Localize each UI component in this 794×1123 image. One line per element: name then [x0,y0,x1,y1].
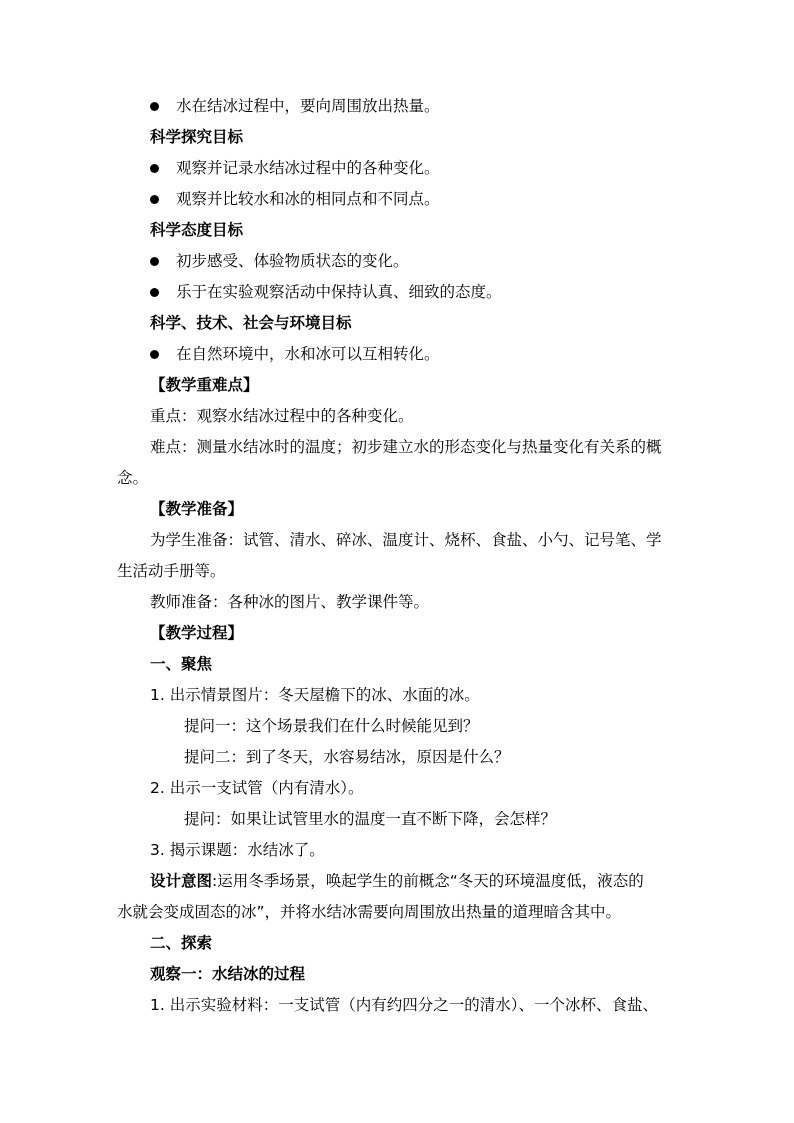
list-item: 3. 揭示课题：水结冰了。 [150,841,325,859]
paragraph: 生活动手册等。 [117,562,226,580]
bullet-icon [150,257,159,266]
bullet-icon [150,102,159,111]
paragraph: 教师准备：各种冰的图片、教学课件等。 [150,593,430,611]
bullet-text: 观察并记录水结冰过程中的各种变化。 [176,159,440,177]
list-item: 2. 出示一支试管（内有清水）。 [150,779,364,797]
question: 提问二：到了冬天，水容易结冰，原因是什么？ [184,748,510,766]
bullet-icon [150,195,159,204]
design-intent-label: 设计意图 [150,872,213,890]
bullet-text: 初步感受、体验物质状态的变化。 [176,252,409,270]
section-heading: 【教学准备】 [150,500,244,518]
section-heading: 科学态度目标 [150,221,244,239]
paragraph: 念。 [117,469,149,487]
bullet-text: 在自然环境中，水和冰可以互相转化。 [176,345,440,363]
bullet-icon [150,288,159,297]
paragraph: 为学生准备：试管、清水、碎冰、温度计、烧杯、食盐、小勺、记号笔、学 [150,531,662,549]
bullet-text: 观察并比较水和冰的相同点和不同点。 [176,190,440,208]
bullet-icon [150,164,159,173]
bullet-text: 水在结冰过程中，要向周围放出热量。 [176,97,440,115]
design-intent-text: :运用冬季场景，唤起学生的前概念“冬天的环境温度低，液态的 [212,872,644,890]
section-heading: 观察一：水结冰的过程 [150,965,306,983]
section-heading: 二、探索 [150,934,213,952]
question: 提问：如果让试管里水的温度一直不断下降，会怎样？ [184,810,557,828]
bullet-text: 乐于在实验观察活动中保持认真、细致的态度。 [176,283,502,301]
paragraph: 水就会变成固态的冰”，并将水结冰需要向周围放出热量的道理暗含其中。 [117,903,622,921]
section-heading: 科学探究目标 [150,128,244,146]
paragraph: 重点：观察水结冰过程中的各种变化。 [150,407,414,425]
question: 提问一：这个场景我们在什么时候能见到？ [184,717,479,735]
section-heading: 科学、技术、社会与环境目标 [150,314,352,332]
bullet-icon [150,350,159,359]
list-item: 1. 出示情景图片：冬天屋檐下的冰、水面的冰。 [150,686,480,704]
section-heading: 【教学重难点】 [150,376,259,394]
design-intent [150,871,644,891]
section-heading: 【教学过程】 [150,624,244,642]
paragraph: 难点：测量水结冰时的温度；初步建立水的形态变化与热量变化有关系的概 [150,438,662,456]
list-item: 1. 出示实验材料：一支试管（内有约四分之一的清水）、一个冰杯、食盐、 [150,996,658,1014]
section-heading: 一、聚焦 [150,655,213,673]
